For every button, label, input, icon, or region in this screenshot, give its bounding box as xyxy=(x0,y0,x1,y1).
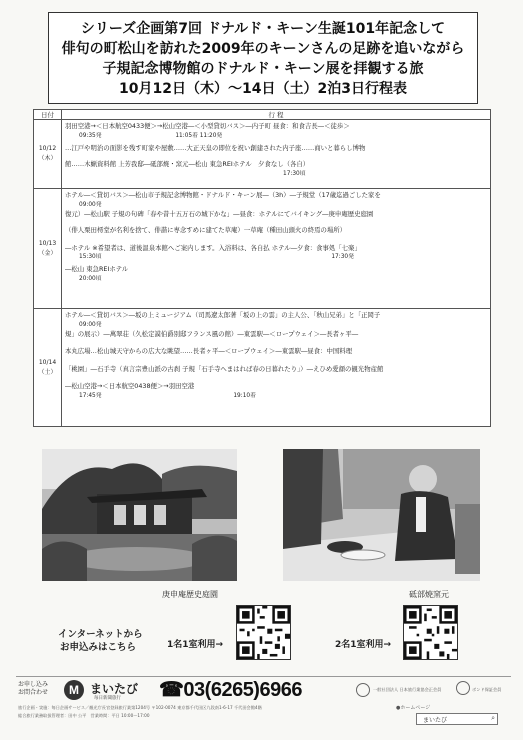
table-row-day1 xyxy=(34,120,491,189)
site-search-text: まいたび xyxy=(423,717,448,724)
pottery-photo-caption: 砥部焼窯元 xyxy=(409,590,449,599)
day2-line-3: （俳人栗田樗堂が名利を捨て、俳諧に専念すめに建てた草庵）一草庵（種田山頭火の終焉の場所） xyxy=(65,226,347,235)
itinerary-cell-day1 xyxy=(62,120,491,189)
apply-label-2: お問合わせ xyxy=(18,689,49,696)
day3-time-1: 09:00発 xyxy=(79,321,102,328)
itinerary-cell-day2 xyxy=(62,189,491,309)
jata-logo-icon xyxy=(356,683,370,697)
day1-line-3: 館……木蝋資料館 上芳我邸―砥部焼・窯元―松山 東急REIホテル 夕食なし（各自） xyxy=(65,160,310,169)
qr-code-icon xyxy=(404,606,457,659)
qr-code-double-room[interactable] xyxy=(403,605,458,660)
qr-double-room-label: 2名1室利用→ xyxy=(335,640,392,650)
day1-time-3: 17:30頃 xyxy=(283,170,306,177)
day2-line-2: 復元）―松山駅 子規の句碑「春や昔十五万石の城下かな」―昼食：ホテルにてバイキング―庚申庵歴史庭園 xyxy=(65,209,374,218)
date-cell-day2 xyxy=(34,189,62,309)
title-line-4: 10月12日（木）～14日（土）2泊3日行程表 xyxy=(119,81,407,97)
pottery-photo xyxy=(283,449,480,581)
qr-code-icon xyxy=(237,606,290,659)
internet-line-1: インターネットから xyxy=(58,629,143,640)
jata-member-text: 一般社団法人 日本旅行業協会正会員 xyxy=(373,687,442,692)
day1-date: 10/12 xyxy=(38,145,57,152)
footer xyxy=(16,676,511,736)
day3-line-3: 本丸広場…松山城天守からの広大な眺望……長者ヶ平―＜ロープウェイ＞―東雲駅―昼食：中国料理 xyxy=(65,347,353,356)
day1-weekday: （木） xyxy=(38,155,57,162)
day3-line-1: ホテル―＜貸切バス＞―坂の上ミュージアム（司馬遼太郎著「坂の上の雲」の主人公、「秋山兄弟」と「正岡子 xyxy=(65,311,381,319)
phone-number[interactable]: ☎03(6265)6966 xyxy=(159,679,302,701)
day2-date: 10/13 xyxy=(38,239,57,247)
operator-info-2: 総合旅行業務取扱管理者：田中 公平 営業時間：平日 10:00～17:00 xyxy=(18,713,150,718)
table-header-row xyxy=(34,110,491,120)
brand-name: まいたび xyxy=(90,682,139,696)
internet-line-2: お申込みはこちら xyxy=(60,642,137,653)
pottery-photo-image xyxy=(283,449,480,581)
date-cell-day1 xyxy=(34,120,62,189)
table-row-day3 xyxy=(34,309,491,427)
day1-times-1 xyxy=(65,132,487,140)
title-line-3: 子規記念博物館のドナルド・キーン展を拝観する旅 xyxy=(102,61,424,77)
brand-subtitle: 毎日新聞旅行 xyxy=(94,696,121,701)
operator-info-1: 旅行企画・実施：毎日企画サービス／観光庁長官登録旅行業第1204号 〒102-0074 東京都千代田区九段南1-6-17 千代田会館4階 xyxy=(18,705,262,710)
day3-line-4: 「桃園」―石手寺（真言宗豊山派の古刹 子規「石手寺へまはれば春の日暮れたり」）―えひめ愛顔の観光物産館 xyxy=(65,364,384,373)
day2-time-1: 09:00発 xyxy=(79,201,102,208)
day3-line-2: 規」の展示）―萬翠荘（久松定謨伯爵別邸フランス風の館）―東雲駅―＜ロープウェイ＞―長者ヶ平― xyxy=(65,329,359,338)
title-line-2: 俳句の町松山を訪れた2009年のキーンさんの足跡を追いながら xyxy=(61,41,465,57)
day1-line-1: 羽田空港→＜日本航空0433便＞→松山空港―＜小型貸切バス＞―内子町 昼食：和食吉長―＜徒歩＞ xyxy=(65,122,350,130)
bond-member-text: ボンド保証会員 xyxy=(472,687,502,692)
homepage-label: ●ホームページ xyxy=(396,705,431,711)
day1-time-1a: 09:35発 xyxy=(79,132,102,139)
day2-weekday: （金） xyxy=(38,249,57,257)
garden-photo xyxy=(42,449,237,581)
maitabi-logo-icon: M xyxy=(64,680,84,700)
day3-date: 10/14 xyxy=(38,358,57,366)
day3-times-5 xyxy=(65,392,487,400)
day1-time-1b: 11:05着 11:20発 xyxy=(175,132,223,139)
qr-code-single-room[interactable] xyxy=(236,605,291,660)
day2-line-4: ―ホテル ※希望者は、道後温泉本館へご案内します。入浴料は、各自払 ホテル―夕食：食事処「七楽」 xyxy=(65,243,361,252)
qr-single-room-label: 1名1室利用→ xyxy=(167,640,224,650)
date-column-header: 日付 xyxy=(34,110,62,120)
itinerary-column-header: 行 程 xyxy=(62,110,491,120)
day3-time-5a: 17:45発 xyxy=(79,392,102,399)
garden-photo-image xyxy=(42,449,237,581)
day3-weekday: （土） xyxy=(38,368,57,376)
day2-time-4a: 15:30頃 xyxy=(79,254,102,261)
day2-time-4b: 17:30発 xyxy=(331,254,354,261)
day3-line-5: ―松山空港→＜日本航空0438便＞→羽田空港 xyxy=(65,382,195,391)
day3-time-5b: 19:10着 xyxy=(233,392,256,399)
day2-line-5: ―松山 東急REIホテル xyxy=(65,265,129,274)
itinerary-table xyxy=(33,109,491,427)
day2-time-5: 20:00頃 xyxy=(79,275,102,282)
internet-application-heading xyxy=(58,628,143,654)
site-search-box[interactable] xyxy=(416,713,498,725)
apply-label-1: お申し込み xyxy=(18,681,49,688)
garden-photo-caption: 庚申庵歴史庭園 xyxy=(162,590,218,599)
title-box xyxy=(48,12,478,104)
date-cell-day3 xyxy=(34,309,62,427)
day2-times-4 xyxy=(65,253,487,261)
apply-contact-label xyxy=(18,681,48,697)
itinerary-cell-day3 xyxy=(62,309,491,427)
day1-line-2: …江戸や明治の面影を残す町家や屋敷……大正天皇の即位を祝い創建された内子座……商いと暮らし博物 xyxy=(65,143,366,152)
day2-line-1: ホテル―＜貸切バス＞―松山市子規記念博物館・ドナルド・キーン展―（3h）―子規堂（17歳迄過ごした家を xyxy=(65,191,381,199)
search-icon: ⌕ xyxy=(491,714,495,722)
bond-logo-icon xyxy=(456,681,470,695)
table-row-day2 xyxy=(34,189,491,309)
title-line-1: シリーズ企画第7回 ドナルド・キーン生誕101年記念して xyxy=(80,21,446,37)
